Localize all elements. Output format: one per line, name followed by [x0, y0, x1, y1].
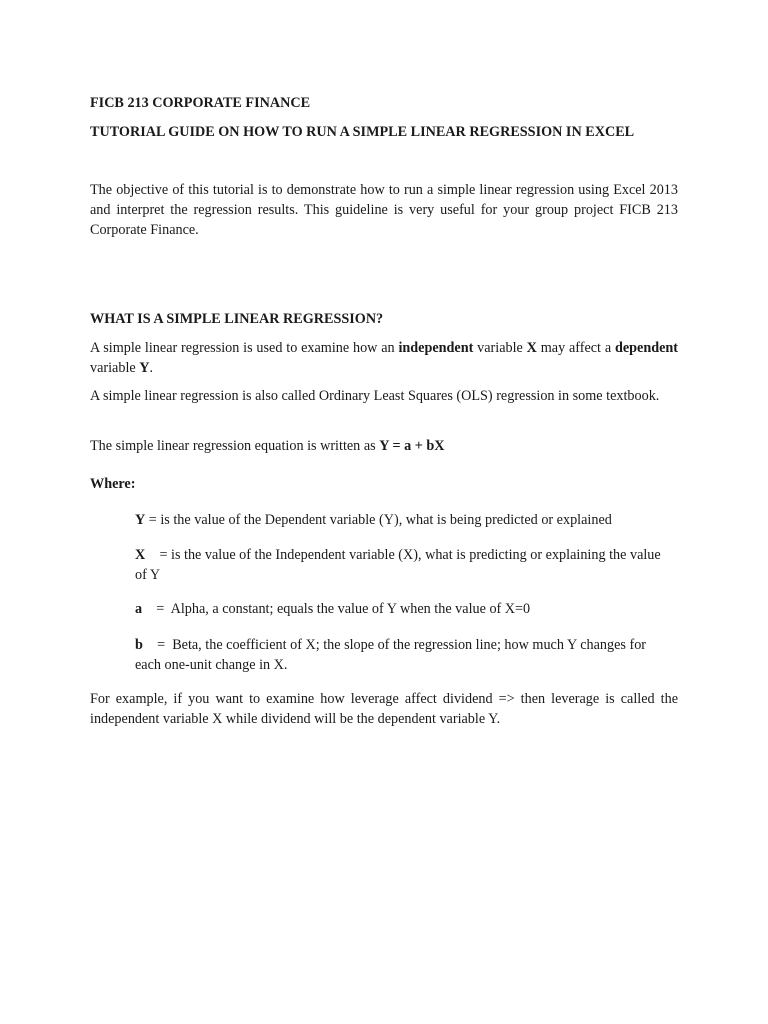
- definition-term: b: [135, 637, 143, 653]
- definition-text: is the value of the Independent variable (X), what is predicting or explaining the value of Y: [135, 547, 661, 583]
- where-label: Where:: [90, 476, 136, 492]
- ols-paragraph: A simple linear regression is also called Ordinary Least Squares (OLS) regression in some textbook.: [90, 388, 660, 404]
- para1-text-3: may affect a: [536, 340, 615, 356]
- para1-text-5: .: [149, 360, 154, 376]
- definition-separator: =: [145, 547, 171, 563]
- definition-x: [135, 545, 675, 585]
- definition-a: [135, 599, 675, 619]
- definition-text: is the value of the Dependent variable (Y), what is being predicted or explained: [160, 512, 612, 528]
- para1-text-4: variable: [90, 360, 140, 376]
- equation-paragraph: [90, 436, 678, 456]
- para1-text-1: A simple linear regression is used to examine how an: [90, 340, 399, 356]
- objective-paragraph: The objective of this tutorial is to demonstrate how to run a simple linear regression using Excel 2013 and interpret the regression results. This guideline is very useful for your group project FICB 213 Corporate Finance.: [90, 182, 678, 238]
- tutorial-title: TUTORIAL GUIDE ON HOW TO RUN A SIMPLE LINEAR REGRESSION IN EXCEL: [90, 124, 635, 140]
- definition-term: a: [135, 601, 143, 617]
- definition-b: [135, 635, 675, 675]
- equation-intro: The simple linear regression equation is written as: [90, 438, 380, 454]
- x-term: X: [526, 340, 537, 356]
- course-title: FICB 213 CORPORATE FINANCE: [90, 95, 311, 111]
- definition-text: Alpha, a constant; equals the value of Y when the value of X=0: [170, 601, 531, 617]
- definition-separator: =: [142, 601, 171, 617]
- regression-equation: Y = a + bX: [379, 438, 445, 454]
- regression-definition-paragraph: [90, 338, 678, 378]
- example-paragraph: For example, if you want to examine how leverage affect dividend => then leverage is called the independent variable X while dividend will be the dependent variable Y.: [90, 691, 678, 727]
- section-heading: WHAT IS A SIMPLE LINEAR REGRESSION?: [90, 311, 384, 327]
- independent-term: independent: [398, 340, 474, 356]
- definition-term: X: [135, 547, 146, 563]
- definition-y: [135, 510, 675, 530]
- definition-separator: =: [145, 512, 161, 528]
- y-term: Y: [139, 360, 150, 376]
- definition-term: Y: [135, 512, 146, 528]
- para1-text-2: variable: [473, 340, 527, 356]
- definition-text: Beta, the coefficient of X; the slope of the regression line; how much Y changes for each one-unit change in X.: [135, 637, 647, 673]
- dependent-term: dependent: [614, 340, 679, 356]
- definition-separator: =: [142, 637, 173, 653]
